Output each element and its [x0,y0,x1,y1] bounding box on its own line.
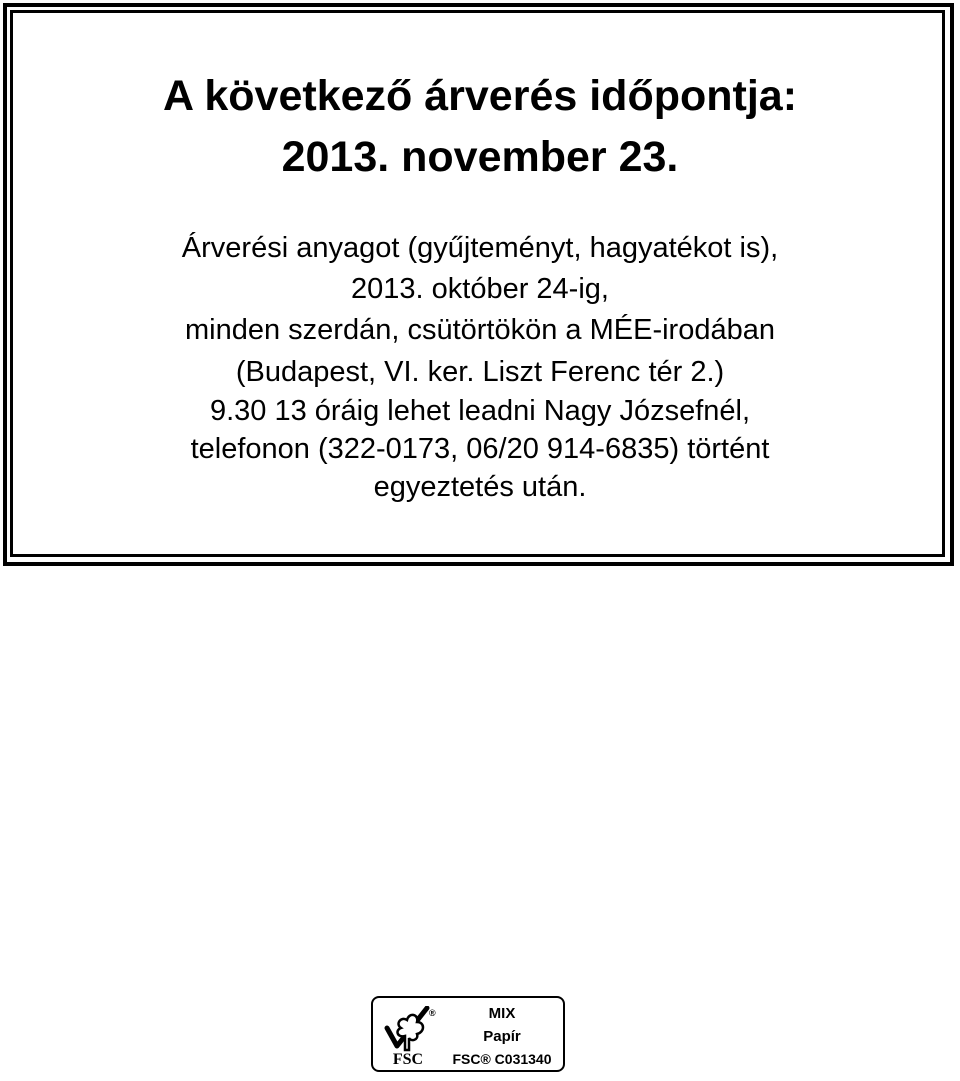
auction-date-heading: A következő árverés időpontja: [162,72,798,120]
notice-line-2: 2013. október 24-ig, [351,273,609,305]
notice-line-5: 9.30 13 óráig lehet leadni Nagy Józsefnél, [209,395,751,427]
notice-line-3: minden szerdán, csütörtökön a MÉE-irodában [185,314,775,346]
fsc-license-code: FSC® C031340 [452,1051,552,1067]
auction-date-value: 2013. november 23. [281,133,679,181]
registered-mark-icon: ® [429,1008,436,1018]
fsc-wordmark: FSC [392,1051,424,1068]
fsc-tree-checkmark-icon [383,1006,431,1056]
notice-line-6: telefonon (322-0173, 06/20 914-6835) történt [190,433,770,465]
fsc-certification-label [371,996,565,1072]
notice-line-7: egyeztetés után. [373,471,587,503]
notice-line-1: Árverési anyagot (gyűjteményt, hagyatékot is), [181,232,779,264]
fsc-mix-label: MIX [488,1005,516,1022]
notice-line-4: (Budapest, VI. ker. Liszt Ferenc tér 2.) [235,356,725,388]
fsc-paper-label: Papír [483,1028,521,1045]
